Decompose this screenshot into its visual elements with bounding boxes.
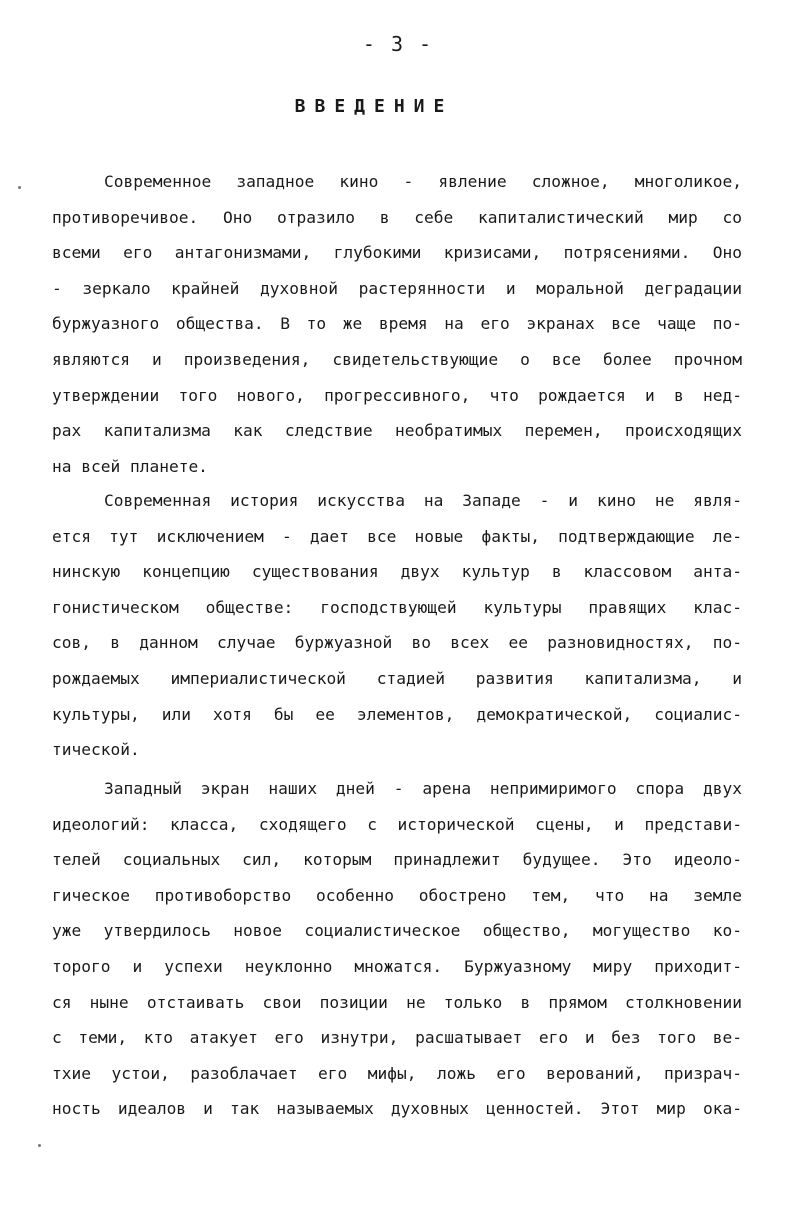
paragraph-line: гонистическом обществе: господствующей культуры правящих клас- [52,597,742,617]
scan-speck [38,1144,41,1147]
paragraph-line: уже утвердилось новое социалистическое общество, могущество ко- [52,921,742,941]
paragraph-line: - зеркало крайней духовной растерянности и моральной деградации [52,278,742,298]
paragraph-line: тической. [52,740,140,760]
paragraph-line: рождаемых империалистической стадией развития капитализма, и [52,668,742,688]
paragraph-line: ется тут исключением - дает все новые факты, подтверждающие ле- [52,526,742,546]
paragraph-line: гическое противоборство особенно обострено тем, что на земле [52,885,742,905]
paragraph-line: телей социальных сил, которым принадлежит будущее. Это идеоло- [52,850,742,870]
paragraph-line: нинскую концепцию существования двух культур в классовом анта- [52,562,742,582]
paragraph-line: с теми, кто атакует его изнутри, расшатывает его и без того ве- [52,1028,742,1048]
paragraph-line: утверждении того нового, прогрессивного, что рождается и в нед- [52,385,742,405]
paragraph-line: тхие устои, разоблачает его мифы, ложь его верований, призрач- [52,1063,742,1083]
paragraph-line: противоречивое. Оно отразило в себе капиталистический мир со [52,207,742,227]
paragraph-line: буржуазного общества. В то же время на его экранах все чаще по- [52,314,742,334]
paragraph-line: ность идеалов и так называемых духовных ценностей. Этот мир ока- [52,1099,742,1119]
paragraph-line: являются и произведения, свидетельствующие о все более прочном [52,349,742,369]
paragraph-1 [52,164,742,484]
page-number: - 3 - [362,32,434,56]
paragraph-3 [52,771,742,1127]
paragraph-line: Западный экран наших дней - арена непримиримого спора двух [104,779,742,798]
paragraph-line: на всей планете. [52,456,208,476]
scan-speck [18,186,21,189]
paragraph-line: культуры, или хотя бы ее элементов, демократической, социалис- [52,704,742,724]
paragraph-line: идеологий: класса, сходящего с исторической сцены, и представи- [52,814,742,834]
paragraph-line: рах капитализма как следствие необратимых перемен, происходящих [52,421,742,441]
paragraph-line: ся ныне отстаивать свои позиции не только в прямом столкновении [52,992,742,1012]
paragraph-line: торого и успехи неуклонно множатся. Буржуазному миру приходит- [52,956,742,976]
paragraph-2 [52,483,742,768]
paragraph-line: сов, в данном случае буржуазной во всех ее разновидностях, по- [52,633,742,653]
page-title: ВВЕДЕНИЕ [294,96,454,117]
paragraph-line: Современное западное кино - явление сложное, многоликое, [104,172,742,191]
paragraph-line: всеми его антагонизмами, глубокими кризисами, потрясениями. Оно [52,243,742,263]
paragraph-line: Современная история искусства на Западе - и кино не явля- [104,491,742,510]
